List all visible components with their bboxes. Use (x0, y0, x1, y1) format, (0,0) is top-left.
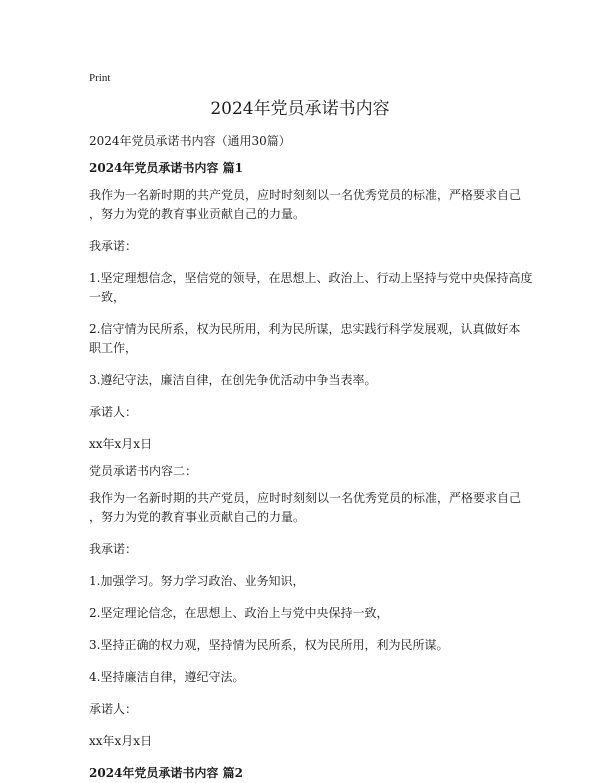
section-heading-3: 2024年党员承诺书内容 篇2 (89, 766, 243, 780)
promise-item-2-1: 1.加强学习。努力学习政治、业务知识， (89, 574, 305, 588)
document-body (89, 132, 533, 783)
paragraph-intro-1b: ，努力为党的教育事业贡献自己的力量。 (89, 207, 306, 221)
promise-item-2-4: 4.坚持廉洁自律，遵纪守法。 (89, 670, 245, 684)
promise-item-2-3: 3.坚持正确的权力观，坚持情为民所系，权为民所用，利为民所谋。 (89, 638, 449, 652)
signer-label-2: 承诺人： (89, 702, 138, 716)
promise-label-2: 我承诺： (89, 542, 138, 556)
date-2: xx年x月x日 (89, 734, 153, 748)
section-heading-2: 党员承诺书内容二： (89, 464, 198, 478)
section-heading-1: 2024年党员承诺书内容 篇1 (89, 161, 243, 175)
date-1: xx年x月x日 (89, 437, 153, 451)
page-title: 2024年党员承诺书内容 (210, 99, 390, 119)
paragraph-intro-2a: 我作为一名新时期的共产党员，应时时刻刻以一名优秀党员的标准，严格要求自己 (89, 491, 522, 505)
paragraph-intro-1a: 我作为一名新时期的共产党员，应时时刻刻以一名优秀党员的标准，严格要求自己 (89, 188, 522, 202)
paragraph-intro-2b: ，努力为党的教育事业贡献自己的力量。 (89, 510, 306, 524)
promise-item-1-3: 3.遵纪守法，廉洁自律，在创先争优活动中争当表率。 (89, 373, 377, 387)
signer-label-1: 承诺人： (89, 405, 138, 419)
promise-item-1-1b: 一致， (89, 290, 126, 304)
promise-item-1-2a: 2.信守情为民所系，权为民所用，利为民所谋，忠实践行科学发展观，认真做好本 (89, 322, 521, 336)
print-link[interactable]: Print (89, 72, 111, 84)
promise-item-2-2: 2.坚定理论信念，在思想上、政治上与党中央保持一致， (89, 606, 389, 620)
promise-item-1-2b: 职工作， (89, 341, 138, 355)
document-subtitle: 2024年党员承诺书内容（通用30篇） (89, 134, 291, 148)
promise-label-1: 我承诺： (89, 239, 138, 253)
promise-item-1-1a: 1.坚定理想信念，坚信党的领导，在思想上、政治上、行动上坚持与党中央保持高度 (89, 271, 533, 285)
